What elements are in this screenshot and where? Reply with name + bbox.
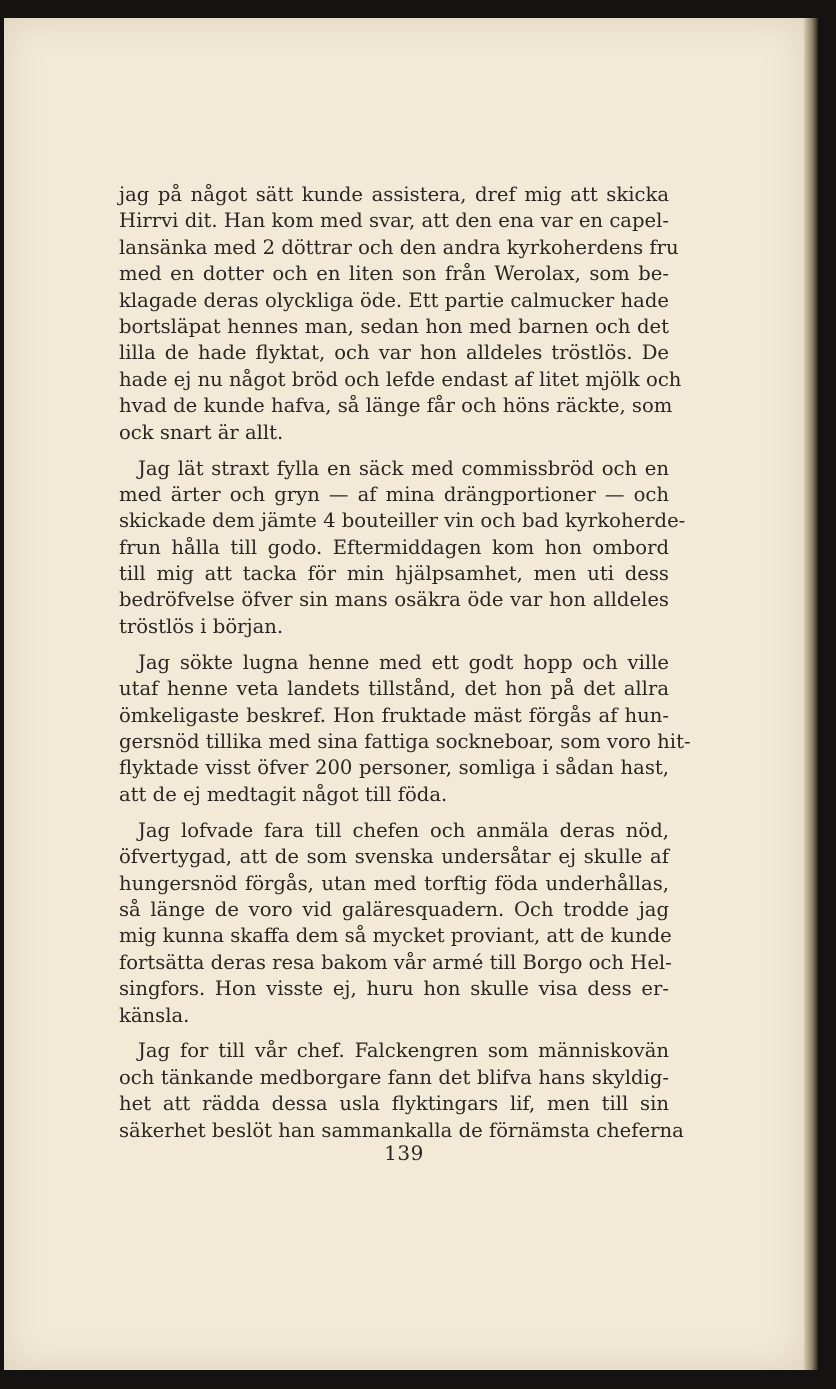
text-line: bedröfvelse öfver sin mans osäkra öde var hon alldeles xyxy=(119,588,669,612)
text-line: jag på något sätt kunde assistera, dref mig att skicka xyxy=(119,183,669,206)
text-line: så länge de voro vid galäresquadern. Och trodde jag xyxy=(119,897,669,921)
paragraph-3 xyxy=(119,650,691,808)
text-line: Jag sökte lugna henne med ett godt hopp och ville xyxy=(138,650,669,674)
text-line: Jag for till vår chef. Falckengren som människovän xyxy=(138,1039,669,1063)
text-line: tröstlös i början. xyxy=(119,614,284,638)
book-page xyxy=(4,18,804,1370)
text-line: klagade deras olyckliga öde. Ett partie calmucker hade xyxy=(119,288,669,312)
text-line: hade ej nu något bröd och lefde endast af litet mjölk och xyxy=(119,367,682,391)
text-line: skickade dem jämte 4 bouteiller vin och bad kyrkoherde- xyxy=(119,509,686,533)
paragraph-4 xyxy=(119,818,672,1029)
text-line: mig kunna skaffa dem så mycket proviant, att de kunde xyxy=(119,924,672,948)
body-text xyxy=(119,182,691,1154)
text-line: att de ej medtagit något till föda. xyxy=(119,782,448,806)
text-line: lansänka med 2 döttrar och den andra kyrkoherdens fru xyxy=(119,235,679,259)
text-line: känsla. xyxy=(119,1003,190,1027)
text-line: ock snart är allt. xyxy=(119,420,284,444)
text-line: till mig att tacka för min hjälpsamhet, men uti dess xyxy=(119,562,669,586)
text-line: med en dotter och en liten son från Werolax, som be- xyxy=(119,262,669,286)
page-edge xyxy=(804,18,818,1370)
text-line: öfvertygad, att de som svenska undersåtar ej skulle af xyxy=(119,845,669,869)
text-line: utaf henne veta landets tillstånd, det hon på det allra xyxy=(119,677,669,701)
text-line: och tänkande medborgare fann det blifva hans skyldig- xyxy=(119,1065,669,1089)
text-line: Hirrvi dit. Han kom med svar, att den ena var en capel- xyxy=(119,209,669,233)
text-line: singfors. Hon visste ej, huru hon skulle visa dess er- xyxy=(119,977,669,1001)
text-line: flyktade visst öfver 200 personer, somliga i sådan hast, xyxy=(119,756,669,780)
text-line: bortsläpat hennes man, sedan hon med barnen och det xyxy=(119,314,669,338)
text-line: het att rädda dessa usla flyktingars lif, men till sin xyxy=(119,1092,669,1116)
paragraph-5 xyxy=(119,1038,684,1144)
page-number: 139 xyxy=(384,1141,424,1165)
text-line: Jag lofvade fara till chefen och anmäla deras nöd, xyxy=(138,818,669,842)
text-line: hvad de kunde hafva, så länge får och höns räckte, som xyxy=(119,394,673,418)
text-line: med ärter och gryn — af mina drängportioner — och xyxy=(119,482,669,506)
text-line: ömkeligaste beskref. Hon fruktade mäst förgås af hun- xyxy=(119,703,669,727)
text-line: gersnöd tillika med sina fattiga sockneboar, som voro hit- xyxy=(119,730,691,753)
paragraph-2 xyxy=(119,456,686,641)
text-line: frun hålla till godo. Eftermiddagen kom hon ombord xyxy=(119,535,669,559)
text-line: lilla de hade flyktat, och var hon alldeles tröstlös. De xyxy=(119,341,669,365)
text-line: fortsätta deras resa bakom vår armé till Borgo och Hel- xyxy=(119,950,672,974)
paragraph-1 xyxy=(119,182,682,446)
text-line: Jag lät straxt fylla en säck med commissbröd och en xyxy=(138,456,669,480)
text-line: hungersnöd förgås, utan med torftig föda underhållas, xyxy=(119,871,669,895)
text-line: säkerhet beslöt han sammankalla de förnämsta cheferna xyxy=(119,1118,684,1142)
